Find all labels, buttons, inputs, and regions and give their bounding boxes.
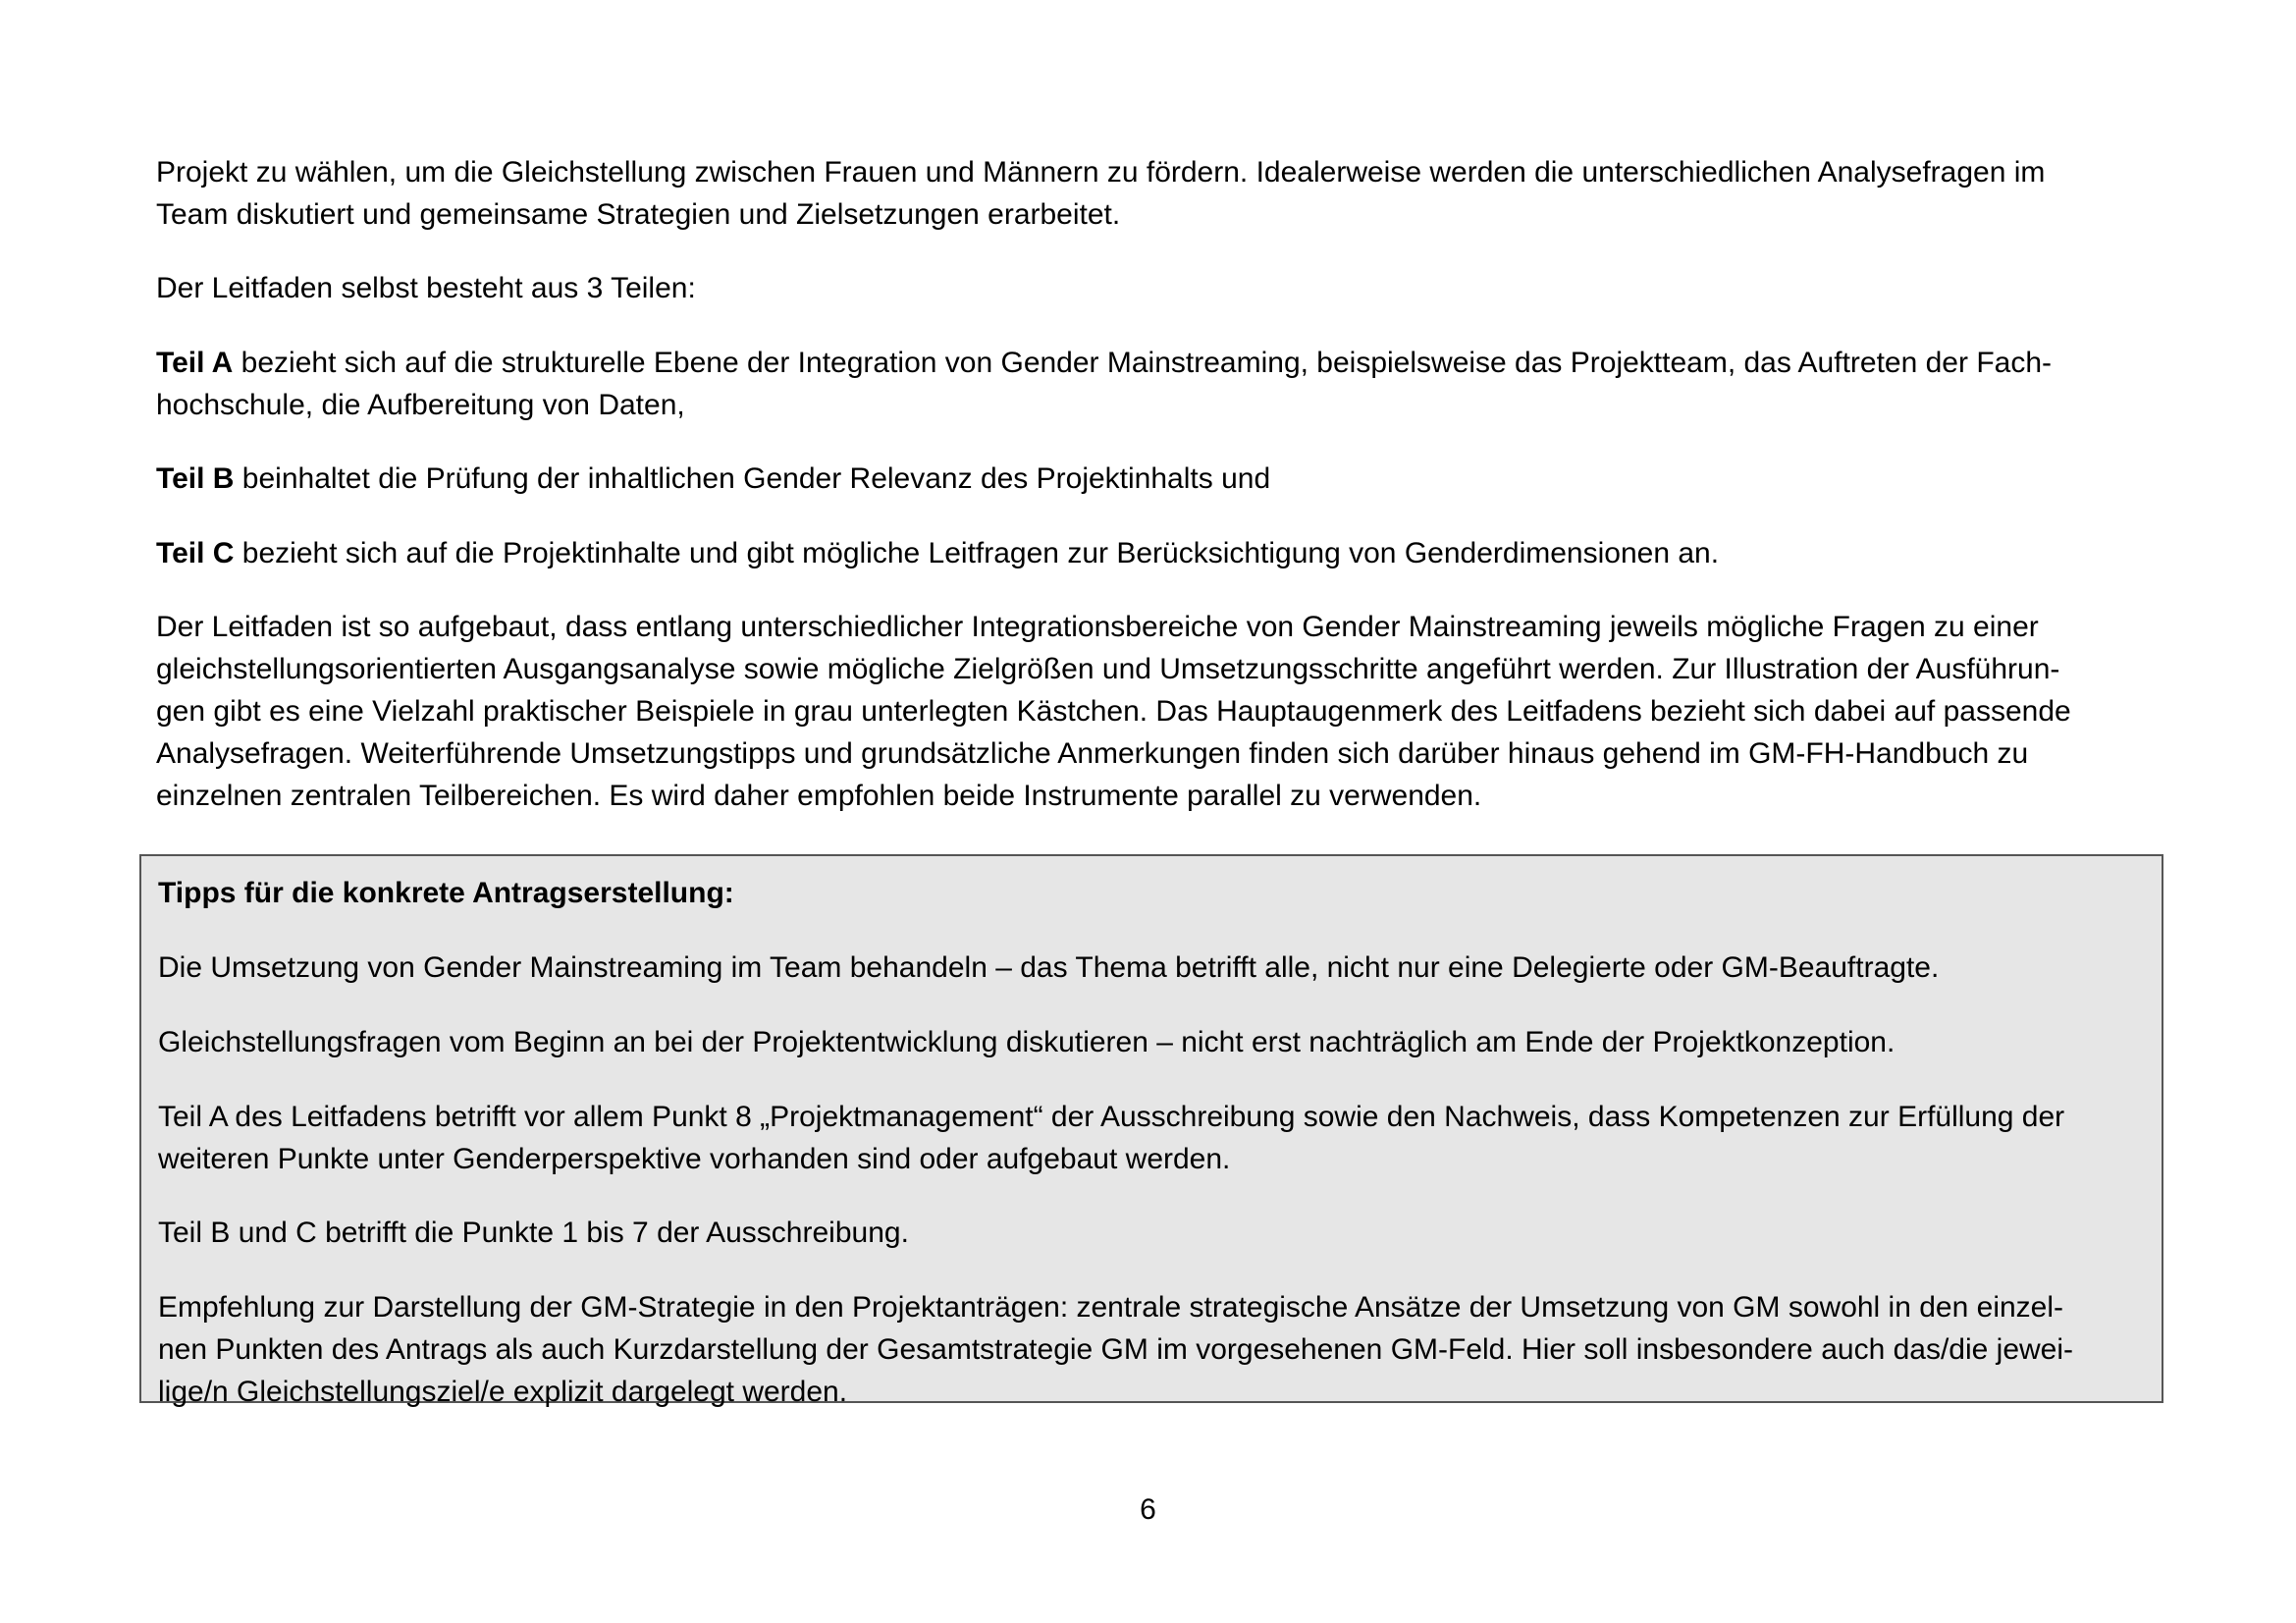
part-b-line-1 (156, 458, 2139, 500)
tips-paragraph-1-line-1: Die Umsetzung von Gender Mainstreaming im Team behandeln – das Thema betrifft alle, nicht nur eine Delegierte oder GM-Beauftragte. (158, 951, 1940, 984)
structure-line-2: gleichstellungsorientierten Ausgangsanalyse sowie mögliche Zielgrößen und Umsetzungsschritte angeführt werden. Zur Illustration der Ausführun- (156, 653, 2060, 685)
tips-paragraph-2 (158, 1021, 2141, 1063)
tips-heading-paragraph (158, 872, 2141, 914)
part-a-text-1: bezieht sich auf die strukturelle Ebene der Integration von Gender Mainstreaming, beispielsweise das Projektteam, das Auftreten der Fach- (233, 347, 2053, 379)
tips-paragraph-5-line-3: lige/n Gleichstellungsziel/e explizit dargelegt werden. (158, 1376, 848, 1408)
tips-paragraph-4 (158, 1212, 2141, 1254)
part-b-text-1: beinhaltet die Prüfung der inhaltlichen Gender Relevanz des Projektinhalts und (234, 462, 1271, 495)
tips-paragraph-3-line-2: weiteren Punkte unter Genderperspektive vorhanden sind oder aufgebaut werden. (158, 1143, 1231, 1175)
part-c-line-1 (156, 532, 2139, 574)
tips-paragraph-1 (158, 947, 2141, 989)
tips-box (139, 854, 2163, 1408)
structure-line-4: Analysefragen. Weiterführende Umsetzungstipps und grundsätzliche Anmerkungen finden sich darüber hinaus gehend im GM-FH-Handbuch zu (156, 737, 2029, 770)
tips-paragraph-5-line-2: nen Punkten des Antrags als auch Kurzdarstellung der Gesamtstrategie GM im vorgesehenen GM-Feld. Hier soll insbesondere auch das/die jewei- (158, 1333, 2074, 1366)
tips-paragraph-2-line-1: Gleichstellungsfragen vom Beginn an bei der Projektentwicklung diskutieren – nicht erst nachträglich am Ende der Projektkonzeption. (158, 1026, 1896, 1058)
tips-paragraph-3 (158, 1096, 2141, 1180)
intro-line-1: Projekt zu wählen, um die Gleichstellung zwischen Frauen und Männern zu fördern. Idealerweise werden die unterschiedlichen Analysefragen im (156, 156, 2046, 189)
tips-paragraph-3-line-1: Teil A des Leitfadens betrifft vor allem Punkt 8 „Projektmanagement“ der Ausschreibung sowie den Nachweis, dass Kompetenzen zur Erfüllung der (158, 1101, 2065, 1133)
part-c-text-1: bezieht sich auf die Projektinhalte und gibt mögliche Leitfragen zur Berücksichtigung von Genderdimensionen an. (234, 537, 1720, 569)
intro-paragraph (156, 151, 2139, 236)
part-a-paragraph (156, 342, 2139, 426)
part-b-label: Teil B (156, 462, 235, 495)
parts-intro-text: Der Leitfaden selbst besteht aus 3 Teilen: (156, 272, 696, 304)
part-a-line-1 (156, 342, 2139, 384)
part-c-label: Teil C (156, 537, 235, 569)
structure-line-5: einzelnen zentralen Teilbereichen. Es wird daher empfohlen beide Instrumente parallel zu verwenden. (156, 780, 1482, 812)
part-a-line-2: hochschule, die Aufbereitung von Daten, (156, 389, 685, 421)
structure-line-3: gen gibt es eine Vielzahl praktischer Beispiele in grau unterlegten Kästchen. Das Hauptaugenmerk des Leitfadens bezieht sich dabei auf passende (156, 695, 2071, 728)
tips-heading: Tipps für die konkrete Antragserstellung: (158, 877, 734, 909)
tips-paragraph-5-line-1: Empfehlung zur Darstellung der GM-Strategie in den Projektanträgen: zentrale strategische Ansätze der Umsetzung von GM sowohl in den einzel- (158, 1291, 2064, 1324)
part-b-paragraph (156, 458, 2139, 500)
intro-line-2: Team diskutiert und gemeinsame Strategien und Zielsetzungen erarbeitet. (156, 198, 1121, 231)
structure-line-1: Der Leitfaden ist so aufgebaut, dass entlang unterschiedlicher Integrationsbereiche von Gender Mainstreaming jeweils mögliche Fragen zu einer (156, 611, 2039, 643)
part-c-paragraph (156, 532, 2139, 574)
tips-paragraph-4-line-1: Teil B und C betrifft die Punkte 1 bis 7 der Ausschreibung. (158, 1217, 909, 1249)
part-a-label: Teil A (156, 347, 234, 379)
page-number: 6 (1140, 1493, 1156, 1526)
tips-paragraph-5 (158, 1286, 2141, 1413)
structure-paragraph (156, 606, 2139, 817)
parts-intro-paragraph (156, 267, 2139, 309)
